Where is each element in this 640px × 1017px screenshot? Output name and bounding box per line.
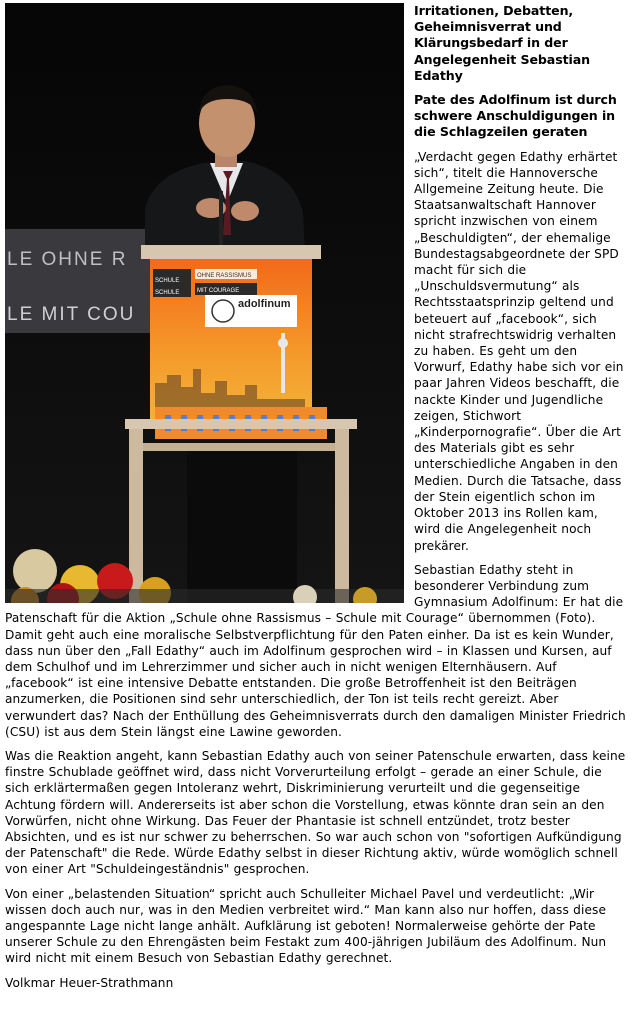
article-paragraph-2: Sebastian Edathy steht in besonderer Verbindung zum Gymnasium Adolfinum: Er hat die Patenschaft für die Aktion „Schule ohne Rassismus – Schule mit Courage“ übernommen (Foto). Damit geht auch eine moralische Selbstverpflichtung für den Paten einher. Da ist es kein Wunder, dass nun über den „Fall Edathy“ auch im Adolfinum gesprochen wird – in Klassen und Kursen, auf dem Schulhof und im Lehrerzimmer und sicher auch in nicht wenigen Elternhäusern. Auf „facebook“ ist eine intensive Debatte entstanden. Die große Betroffenheit ist den Beiträgen anzumerken, die Positionen sind sehr unterschiedlich, der Ton ist teils recht gereizt. Aber verwundert das? Nach der Enthüllung des Geheimnisverrats durch den damaligen Minister Friedrich (CSU) ist aus dem Stein längst eine Lawine geworden. bbox=[5, 562, 626, 739]
article bbox=[5, 3, 627, 999]
poster-text-2: OHNE RASSISMUS bbox=[197, 273, 252, 279]
banner bbox=[5, 229, 165, 333]
article-title: Irritationen, Debatten, Geheimnisverrat und Klärungsbedarf in der Angelegenheit Sebastian Edathy bbox=[414, 3, 590, 83]
banner-line-1: LE OHNE R bbox=[7, 249, 128, 270]
article-paragraph-3: Was die Reaktion angeht, kann Sebastian Edathy auch von seiner Patenschule erwarten, dass keine finstre Schublade geöffnet wird, dass nicht Vorverurteilung erfolgt – gerade an einer Schule, die sich erklärtermaßen gegen Intoleranz wehrt, Diskriminierung verurteilt und die gegenseitige Achtung fördern will. Andererseits ist aber schon die Vorstellung, etwas könnte dran sein an den Vorwürfen, nicht ohne Wirkung. Das Feuer der Phantasie ist schnell entzündet, trotz bester Absichten, und es ist nur schwer zu beherrschen. So war auch schon von "sofortigen Aufkündigung der Patenschaft" die Rede. Würde Edathy selbst in dieser Richtung aktiv, würde womöglich schnell von einer Art "Schuldeingeständnis" gesprochen. bbox=[5, 748, 626, 877]
poster-text-1: SCHULE bbox=[155, 278, 180, 284]
article-author: Volkmar Heuer-Strathmann bbox=[5, 975, 174, 990]
article-photo bbox=[5, 3, 404, 603]
poster-text-3: SCHULE bbox=[155, 290, 180, 296]
article-paragraph-1: „Verdacht gegen Edathy erhärtet sich“, titelt die Hannoversche Allgemeine Zeitung heute. Die Staatsanwaltschaft Hannover spricht inzwischen von einem „Beschuldigten“, der ehemalige Bundestagsabgeordnete der SPD macht für sich die „Unschuldsvermutung“ als Rechtsstaatsprinzip geltend und beteuert auf „facebook“, sich nicht strafrechtswidrig verhalten zu haben. Es geht um den Vorwurf, Edathy habe sich vor ein paar Jahren Videos beschafft, die nackte Kinder und Jugendliche zeigen, Stichwort „Kinderpornografie“. Über die Art des Materials gibt es sehr unterschiedliche Angaben in den Medien. Durch die Tatsache, dass der Stein eigentlich schon im Oktober 2013 ins Rollen kam, wird die Angelegenheit noch prekärer. bbox=[414, 149, 624, 553]
photo-illustration bbox=[5, 3, 404, 603]
poster-text-4: MIT COURAGE bbox=[197, 288, 240, 294]
poster-brand: adolfinum bbox=[238, 298, 291, 310]
banner-line-2: LE MIT COU bbox=[7, 304, 136, 325]
article-paragraph-4: Von einer „belastenden Situation“ spricht auch Schulleiter Michael Pavel und verdeutlicht: „Wir wissen doch auch nur, was in den Medien verbreitet wird.“ Man kann also nur hoffen, dass diese angespannte Lage nicht lange anhält. Aufklärung ist geboten! Normalerweise gehörte der Pate unserer Schule zu den Ehrengästen beim Festakt zum 400-jährigen Jubiläum des Adolfinum. Nun wird nicht mit einem Besuch von Sebastian Edathy gerechnet. bbox=[5, 886, 607, 966]
article-subtitle: Pate des Adolfinum ist durch schwere Anschuldigungen in die Schlagzeilen geraten bbox=[414, 92, 617, 140]
